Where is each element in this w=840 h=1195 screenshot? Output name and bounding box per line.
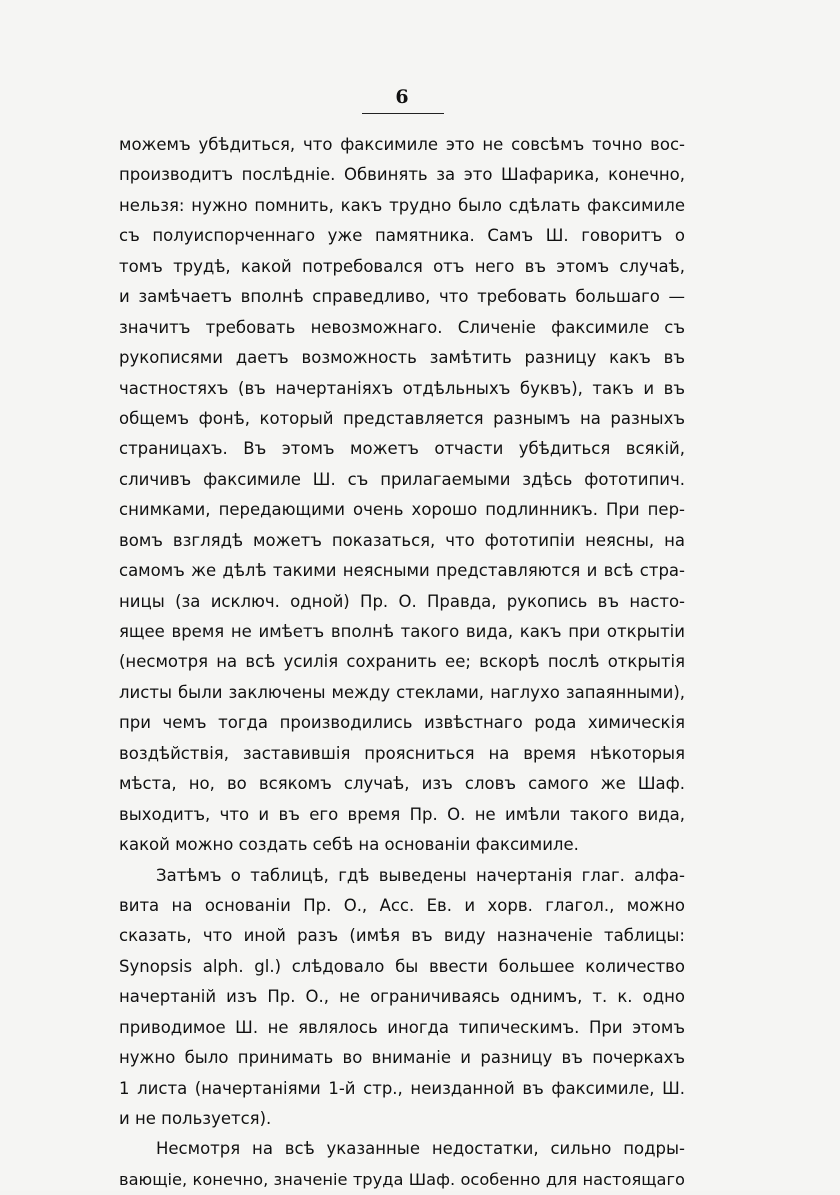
text-line: 1 листа (начертанiями 1-й стр., неизданной въ факсимиле, Ш. — [119, 1078, 685, 1098]
text-line: вомъ взглядѣ можетъ показаться, что фототипiи неясны, на — [119, 530, 685, 550]
text-line: можемъ убѣдиться, что факсимиле это не совсѣмъ точно вос- — [119, 135, 685, 154]
paragraph — [119, 861, 685, 1135]
text-line: и замѣчаетъ вполнѣ справедливо, что требовать большаго — — [119, 287, 685, 307]
text-line: начертанiй изъ Пр. О., не ограничиваясь однимъ, т. к. одно — [119, 987, 685, 1007]
text-line: листы были заключены между стеклами, наглухо запаянными), — [119, 682, 685, 702]
text-line: (несмотря на всѣ усилiя сохранить ее; вскорѣ послѣ открытiя — [119, 652, 685, 672]
text-line: самомъ же дѣлѣ такими неясными представляются и всѣ стра- — [119, 561, 685, 581]
text-line: Несмотря на всѣ указанные недостатки, сильно подры- — [156, 1139, 685, 1159]
text-line: при чемъ тогда производились извѣстнаго рода химическiя — [119, 713, 685, 733]
text-line: вающiе, конечно, значенiе труда Шаф. особенно для настоящаго — [119, 1169, 685, 1189]
text-line: выходитъ, что и въ его время Пр. О. не имѣли такого вида, — [119, 804, 685, 824]
text-line: ницы (за исключ. одной) Пр. О. Правда, рукопись въ насто- — [119, 591, 685, 611]
text-line: рукописями даетъ возможность замѣтить разницу какъ въ — [119, 348, 685, 368]
paragraph — [119, 130, 685, 861]
text-line: сличивъ факсимиле Ш. съ прилагаемыми здѣсь фототипич. — [119, 469, 685, 489]
text-line: значитъ требовать невозможнаго. Сличенiе факсимиле съ — [119, 317, 685, 337]
text-line: съ полуиспорченнаго уже памятника. Самъ Ш. говоритъ о — [119, 226, 685, 246]
text-line: Synopsis alph. gl.) слѣдовало бы ввести большее количество — [119, 956, 685, 976]
body-text — [119, 130, 685, 1195]
text-line: томъ трудѣ, какой потребовался отъ него въ этомъ случаѣ, — [119, 256, 685, 276]
text-line: снимками, передающими очень хорошо подлинникъ. При пер- — [119, 500, 685, 520]
text-line: общемъ фонѣ, который представляется разнымъ на разныхъ — [119, 408, 685, 428]
text-line: какой можно создать себѣ на основанiи факсимиле. — [119, 835, 579, 855]
text-line: ящее время не имѣетъ вполнѣ такого вида, какъ при открытiи — [119, 622, 685, 641]
text-line: вита на основанiи Пр. О., Асс. Ев. и хорв. глагол., можно — [119, 895, 685, 915]
text-line: мѣста, но, во всякомъ случаѣ, изъ словъ самого же Шаф. — [119, 774, 685, 794]
text-line: приводимое Ш. не являлось иногда типическимъ. При этомъ — [119, 1017, 685, 1037]
text-line: нужно было принимать во вниманiе и разницу въ почеркахъ — [119, 1048, 685, 1068]
text-line: частностяхъ (въ начертанiяхъ отдѣльныхъ буквъ), такъ и въ — [119, 378, 685, 398]
text-line: нельзя: нужно помнить, какъ трудно было сдѣлать факсимиле — [119, 195, 685, 215]
paragraph — [119, 1134, 685, 1195]
text-line: производитъ послѣднiе. Обвинять за это Шафарика, конечно, — [119, 165, 685, 185]
text-line: страницахъ. Въ этомъ можетъ отчасти убѣдиться всякiй, — [119, 439, 685, 459]
text-line: сказать, что иной разъ (имѣя въ виду назначенiе таблицы: — [119, 926, 685, 946]
text-line: Затѣмъ о таблицѣ, гдѣ выведены начертанiя глаг. алфа- — [156, 865, 685, 885]
text-line: и не пользуется). — [119, 1109, 272, 1128]
page-number-rule — [362, 113, 444, 114]
page-number: 6 — [395, 86, 409, 108]
text-line: воздѣйствiя, заставившiя проясниться на время нѣкоторыя — [119, 743, 685, 763]
